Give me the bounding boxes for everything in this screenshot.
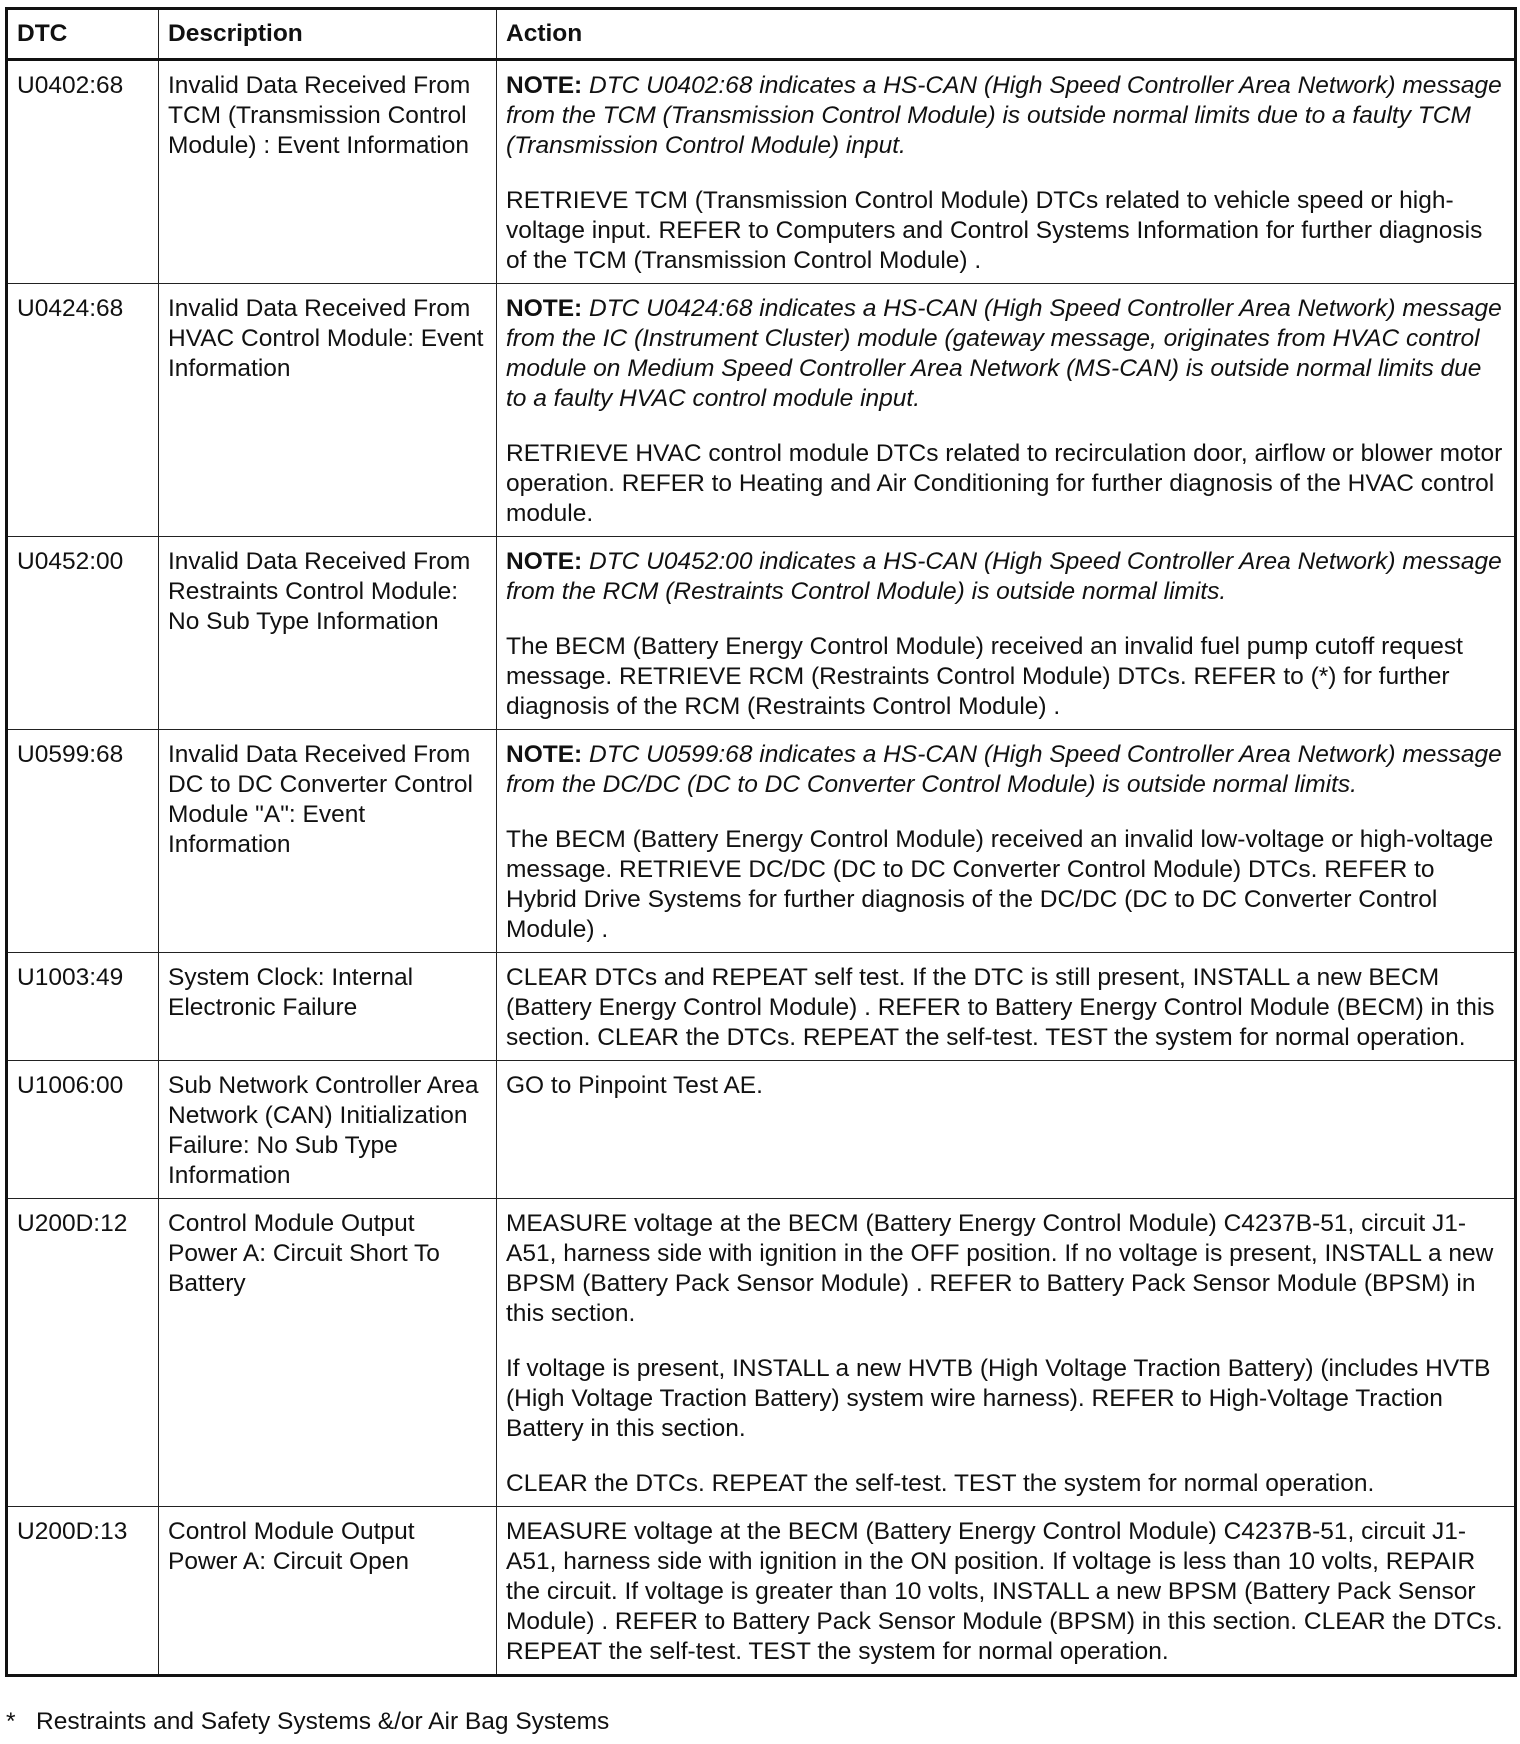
dtc-description-cell: System Clock: Internal Electronic Failure xyxy=(159,953,497,1061)
action-paragraph: MEASURE voltage at the BECM (Battery Energy Control Module) C4237B-51, circuit J1-A51, harness side with ignition in the ON position. If voltage is less than 10 volts, REPAIR the circuit. If voltage is greater than 10 volts, INSTALL a new BPSM (Battery Pack Sensor Module) . REFER to Battery Pack Sensor Module (BPSM) in this section. CLEAR the DTCs. REPEAT the self-test. TEST the system for normal operation. xyxy=(506,1518,1503,1665)
dtc-code-cell: U0402:68 xyxy=(7,60,159,284)
action-paragraph: RETRIEVE HVAC control module DTCs related to recirculation door, airflow or blower motor operation. REFER to Heating and Air Conditioning for further diagnosis of the HVAC control module. xyxy=(506,440,1503,527)
dtc-action-cell xyxy=(497,1061,1516,1199)
table-row xyxy=(7,284,1516,537)
footnote-text: Restraints and Safety Systems &/or Air Bag Systems xyxy=(36,1708,610,1735)
note-label: NOTE: xyxy=(506,295,583,322)
note-text: DTC U0452:00 indicates a HS-CAN (High Speed Controller Area Network) message from the RCM (Restraints Control Module) is outside normal limits. xyxy=(506,548,1502,605)
action-paragraph: The BECM (Battery Energy Control Module) received an invalid fuel pump cutoff request message. RETRIEVE RCM (Restraints Control Module) DTCs. REFER to (*) for further diagnosis of the RCM (Restraints Control Module) . xyxy=(506,633,1463,720)
note-label: NOTE: xyxy=(506,741,583,768)
dtc-code-cell: U1006:00 xyxy=(7,1061,159,1199)
note-text: DTC U0402:68 indicates a HS-CAN (High Speed Controller Area Network) message from the TCM (Transmission Control Module) is outside normal limits due to a faulty TCM (Transmission Control Module) input. xyxy=(506,72,1502,159)
header-dtc: DTC xyxy=(7,9,159,60)
dtc-code-cell: U200D:13 xyxy=(7,1507,159,1676)
note-label: NOTE: xyxy=(506,548,583,575)
action-paragraph: CLEAR the DTCs. REPEAT the self-test. TEST the system for normal operation. xyxy=(506,1470,1375,1497)
action-paragraph: If voltage is present, INSTALL a new HVTB (High Voltage Traction Battery) (includes HVTB (High Voltage Traction Battery) system wire harness). REFER to High-Voltage Traction Battery in this section. xyxy=(506,1355,1491,1442)
dtc-code-cell: U0599:68 xyxy=(7,730,159,953)
dtc-description-cell: Control Module Output Power A: Circuit Open xyxy=(159,1507,497,1676)
dtc-action-cell xyxy=(497,730,1516,953)
dtc-description-cell: Control Module Output Power A: Circuit Short To Battery xyxy=(159,1199,497,1507)
action-paragraph: The BECM (Battery Energy Control Module) received an invalid low-voltage or high-voltage message. RETRIEVE DC/DC (DC to DC Converter Control Module) DTCs. REFER to Hybrid Drive Systems for further diagnosis of the DC/DC (DC to DC Converter Control Module) . xyxy=(506,826,1494,943)
action-paragraph: RETRIEVE TCM (Transmission Control Module) DTCs related to vehicle speed or high-voltage input. REFER to Computers and Control Systems Information for further diagnosis of the TCM (Transmission Control Module) . xyxy=(506,187,1483,274)
table-row xyxy=(7,537,1516,730)
note-label: NOTE: xyxy=(506,72,583,99)
dtc-code-cell: U0452:00 xyxy=(7,537,159,730)
note-text: DTC U0599:68 indicates a HS-CAN (High Speed Controller Area Network) message from the DC/DC (DC to DC Converter Control Module) is outside normal limits. xyxy=(506,741,1502,798)
table-row xyxy=(7,1507,1516,1676)
header-description: Description xyxy=(159,9,497,60)
dtc-table xyxy=(5,7,1517,1677)
dtc-action-cell xyxy=(497,60,1516,284)
table-row xyxy=(7,1061,1516,1199)
action-paragraph: CLEAR DTCs and REPEAT self test. If the DTC is still present, INSTALL a new BECM (Battery Energy Control Module) . REFER to Battery Energy Control Module (BECM) in this section. CLEAR the DTCs. REPEAT the self-test. TEST the system for normal operation. xyxy=(506,964,1495,1051)
note-paragraph xyxy=(506,740,1505,800)
dtc-code-cell: U1003:49 xyxy=(7,953,159,1061)
table-body xyxy=(7,60,1516,1676)
action-paragraph: GO to Pinpoint Test AE. xyxy=(506,1072,763,1099)
dtc-code-cell: U200D:12 xyxy=(7,1199,159,1507)
note-text: DTC U0424:68 indicates a HS-CAN (High Speed Controller Area Network) message from the IC (Instrument Cluster) module (gateway message, originates from HVAC control module on Medium Speed Controller Area Network (MS-CAN) is outside normal limits due to a faulty HVAC control module input. xyxy=(506,295,1502,412)
table-row xyxy=(7,60,1516,284)
dtc-description-cell: Invalid Data Received From HVAC Control Module: Event Information xyxy=(159,284,497,537)
footnote xyxy=(6,1707,609,1737)
dtc-action-cell xyxy=(497,953,1516,1061)
dtc-description-cell: Invalid Data Received From Restraints Control Module: No Sub Type Information xyxy=(159,537,497,730)
dtc-action-cell xyxy=(497,1199,1516,1507)
table-row xyxy=(7,730,1516,953)
note-paragraph xyxy=(506,547,1505,607)
table-header xyxy=(7,9,1516,60)
header-action: Action xyxy=(497,9,1516,60)
note-paragraph xyxy=(506,294,1505,414)
dtc-code-cell: U0424:68 xyxy=(7,284,159,537)
header-row xyxy=(7,9,1516,60)
footnote-mark: * xyxy=(6,1708,16,1735)
table-row xyxy=(7,953,1516,1061)
dtc-action-cell xyxy=(497,284,1516,537)
dtc-description-cell: Invalid Data Received From DC to DC Converter Control Module "A": Event Information xyxy=(159,730,497,953)
table-row xyxy=(7,1199,1516,1507)
note-paragraph xyxy=(506,71,1505,161)
dtc-description-cell: Invalid Data Received From TCM (Transmission Control Module) : Event Information xyxy=(159,60,497,284)
dtc-action-cell xyxy=(497,537,1516,730)
action-paragraph: MEASURE voltage at the BECM (Battery Energy Control Module) C4237B-51, circuit J1-A51, harness side with ignition in the OFF position. If no voltage is present, INSTALL a new BPSM (Battery Pack Sensor Module) . REFER to Battery Pack Sensor Module (BPSM) in this section. xyxy=(506,1210,1494,1327)
dtc-description-cell: Sub Network Controller Area Network (CAN) Initialization Failure: No Sub Type Information xyxy=(159,1061,497,1199)
dtc-action-cell xyxy=(497,1507,1516,1676)
